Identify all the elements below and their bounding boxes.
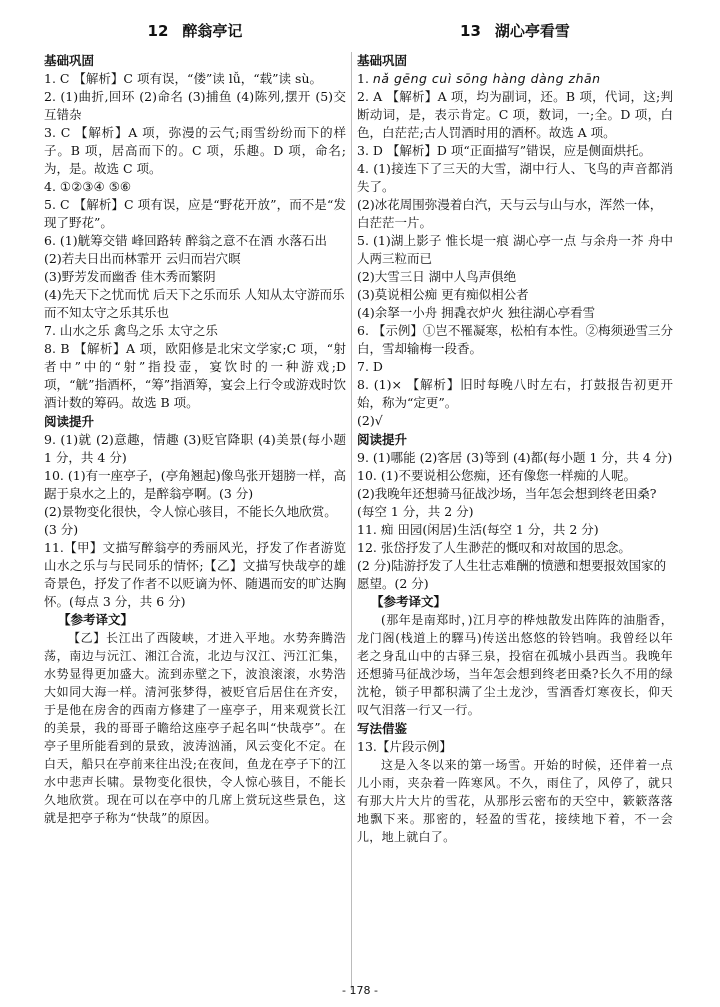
- answer-10-2: (2)景物变化很快，令人惊心骇目，不能长久地欣赏。(3 分): [44, 504, 337, 537]
- answer-12-1: 12. 张岱抒发了人生渺茫的慨叹和对故国的思念。: [357, 540, 631, 555]
- answer-7: 7. D: [357, 359, 383, 374]
- lesson-number: 12: [147, 22, 169, 40]
- answer-10-1: 10. (1)不要说相公您痴，还有像您一样痴的人呢。: [357, 468, 637, 483]
- answer-12-2: (2 分)陆游抒发了人生壮志难酬的愤懑和想要报效国家的愿望。(2 分): [357, 558, 667, 591]
- section-heading: 基础巩固: [357, 53, 408, 68]
- answer-2: 2. A 【解析】A 项，均为副词，还。B 项，代词，这;判断动词，是，表示肯定。C 项，数词，一;全。D 项，白色，白茫茫;古人罚酒时用的酒杯。故选 A 项。: [357, 89, 673, 140]
- answer-5-3: (3)莫说相公痴 更有痴似相公者: [357, 287, 529, 302]
- lesson-12-title: [44, 18, 346, 44]
- reference-translation: 【乙】长江出了西陵峡，才进入平地。水势奔腾浩荡，南边与沅江、湘江合流，北边与汉江、沔江汇集，水势显得更加盛大。流到赤壁之下，波浪滚滚，水势浩大如同大海一样。清河张梦得，被贬官后居住在齐安，于是他在房舍的西南方修建了一座亭子，用来观赏长江的美景，我的哥哥子瞻给这座亭子起名叫“快哉亭”。在亭子里所能看到的景致，波涛汹涌，风云变化不定。在白天，船只在亭前来往出没;在夜间，鱼龙在亭子下的江水中悲声长啸。景物变化很快，令人惊心骇目，不能长久地欣赏。现在可以在亭中的几席上赏玩这些景色，这就是把亭子称为“快哉”的原因。: [44, 631, 346, 825]
- answer-8-1: 8. (1)× 【解析】旧时每晚八时左右，打鼓报告初更开始，称为“定更”。: [357, 377, 673, 410]
- reference-translation: (那年是南郑时，)江月亭的桦烛散发出阵阵的油脂香，龙门阁(栈道上的驛马)传送出悠悠的铃铛响。我曾经以年老之身乱山中的古驿三泉，投宿在孤城小县西当。我晚年还想骑马征战沙场，当年怎会想到终老田桑?长久不用的绿沈枪，锁子甲都积满了尘土龙沙，雪酒香灯寒夜长，仰天叹气泪落一行又一行。: [357, 613, 673, 717]
- answer-9: 9. (1)哪能 (2)客居 (3)等到 (4)都(每小题 1 分，共 4 分): [357, 450, 673, 465]
- answer-6: 6. 【示例】①岂不罹凝寒，松柏有本性。②梅须逊雪三分白，雪却输梅一段香。: [357, 323, 673, 356]
- answer-5-4: (4)余拏一小舟 拥毳衣炉火 独往湖心亭看雪: [357, 305, 596, 320]
- answer-5: 5. C 【解析】C 项有误，应是“野花开放”，而不是“发现了野花”。: [44, 197, 346, 230]
- answer-11: 11.【甲】文描写醉翁亭的秀丽风光，抒发了作者游览山水之乐与与民同乐的情怀;【乙】文描写快哉亭的雄奇景色，抒发了作者不以贬谪为怀、随遇而安的旷达胸怀。(每点 3 分，共 6 分): [44, 540, 346, 609]
- answer-5-2: (2)大雪三日 湖中人鸟声俱绝: [357, 269, 517, 284]
- answer-2: 2. (1)曲折,回环 (2)命名 (3)捕鱼 (4)陈列,摆开 (5)交互错杂: [44, 89, 346, 122]
- lesson-title: 湖心亭看雪: [494, 22, 570, 40]
- answer-1-label: 1.: [357, 71, 369, 86]
- answer-4: 4. ①②③④ ⑤⑥: [44, 179, 132, 194]
- section-heading: 基础巩固: [44, 53, 95, 68]
- answer-11: 11. 痴 田园(闲居)生活(每空 1 分，共 2 分): [357, 522, 599, 537]
- answer-1: [357, 70, 673, 88]
- answer-4-1: 4. (1)接连下了三天的大雪，湖中行人、飞鸟的声音都消失了。: [357, 161, 673, 194]
- left-column: [44, 18, 346, 827]
- column-divider: [351, 52, 352, 990]
- right-column: [357, 18, 673, 846]
- reference-translation-title: 【参考译文】: [371, 594, 447, 609]
- answer-13: 13.【片段示例】: [357, 739, 452, 754]
- page-number: - 178 -: [342, 984, 378, 997]
- lesson-title: 醉翁亭记: [182, 22, 243, 40]
- answer-4-2: (2)冰花周围弥漫着白汽，天与云与山与水，浑然一体，白茫茫一片。: [357, 197, 663, 230]
- answer-1: 1. C 【解析】C 项有误，“偻”读 lǚ，“载”读 sù。: [44, 71, 322, 86]
- answer-3: 3. C 【解析】A 项，弥漫的云气;雨雪纷纷而下的样子。B 项，居高而下的。C 项，乐趣。D 项，命名;为，是。故选 C 项。: [44, 125, 346, 176]
- pinyin-answer: nǎ gēng cuì sōng hàng dàng zhān: [372, 71, 601, 86]
- answer-10-2: (2)我晚年还想骑马征战沙场，当年怎会想到终老田桑?(每空 1 分，共 2 分): [357, 486, 657, 519]
- answer-6-3: (3)野芳发而幽香 佳木秀而繁阴: [44, 269, 216, 284]
- answer-6-1: 6. (1)觥筹交错 峰回路转 醉翁之意不在酒 水落石出: [44, 233, 328, 248]
- answer-8-2: (2)√: [357, 413, 383, 428]
- answer-5-1: 5. (1)湖上影子 惟长堤一痕 湖心亭一点 与余舟一芥 舟中人两三粒而已: [357, 233, 673, 266]
- section-heading: 阅读提升: [44, 414, 95, 429]
- lesson-13-title: [357, 18, 673, 44]
- answer-3: 3. D 【解析】D 项“正面描写”错误，应是侧面烘托。: [357, 143, 652, 158]
- section-heading: 写法借鉴: [357, 721, 408, 736]
- lesson-number: 13: [460, 22, 481, 40]
- answer-7: 7. 山水之乐 禽鸟之乐 太守之乐: [44, 323, 218, 338]
- answer-8: 8. B 【解析】A 项，欧阳修是北宋文学家;C 项，“射者中”中的“射”指投壶，宴饮时的一种游戏;D 项，“觥”指酒杯，“筹”指酒筹，宴会上行令或游戏时饮酒计数的筹码。故选 B 项。: [44, 341, 346, 410]
- reference-translation-title: 【参考译文】: [58, 612, 134, 627]
- section-heading: 阅读提升: [357, 432, 408, 447]
- sample-excerpt: 这是入冬以来的第一场雪。开始的时候，还伴着一点儿小雨，夹杂着一阵寒风。不久，雨住了，风停了，就只有那大片大片的雪花，从那彤云密布的天空中，簌簌落落地飘下来。那密的，轻盈的雪花，接续地下着，不一会儿，地上就白了。: [357, 758, 673, 844]
- answer-10-1: 10. (1)有一座亭子，(亭角翘起)像鸟张开翅膀一样，高踞于泉水之上的，是醉翁亭啊。(3 分): [44, 468, 346, 501]
- answer-6-2: (2)若夫日出而林霏开 云归而岩穴暝: [44, 251, 241, 266]
- answer-6-4: (4)先天下之忧而忧 后天下之乐而乐 人知从太守游而乐 而不知太守之乐其乐也: [44, 287, 345, 320]
- answer-9: 9. (1)就 (2)意趣，情趣 (3)贬官降职 (4)美景(每小题 1 分，共 4 分): [44, 432, 346, 465]
